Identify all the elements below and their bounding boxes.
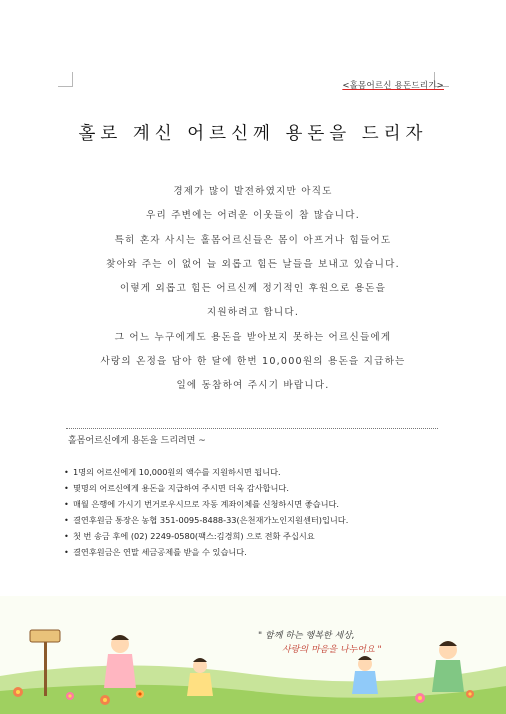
- signpost-pole: [44, 638, 47, 696]
- body-line: 일에 동참하여 주시기 바랍니다.: [176, 380, 330, 392]
- appeal-body: [60, 180, 446, 399]
- list-item: [64, 464, 464, 480]
- crop-mark-top-left: [58, 72, 73, 87]
- body-line: 사랑의 온정을 담아 한 달에 한번 10,000원의 용돈을 지급하는: [100, 356, 406, 368]
- document-tagline: [342, 79, 444, 91]
- body-line: 그 어느 누구에게도 용돈을 받아보지 못하는 어르신들에게: [114, 331, 392, 343]
- bullet-icon: •: [64, 483, 69, 494]
- list-item: [64, 496, 464, 512]
- list-item-text: 1명의 어르신에게 10,000원의 액수를 지원하시면 됩니다.: [73, 467, 281, 477]
- bullet-icon: •: [64, 515, 69, 526]
- footer-illustration: [0, 596, 506, 714]
- body-line: 지원하려고 합니다.: [206, 307, 300, 319]
- footer-quote-line1: " 함께 하는 행복한 세상,: [258, 631, 355, 641]
- list-item: [64, 544, 464, 560]
- footer-quote-line2: 사랑의 마음을 나누어요 ": [282, 645, 382, 655]
- list-item-text: 결연후원금 통장은 농협 351-0095-8488-33(은천재가노인지원센터)입니다.: [73, 515, 349, 526]
- bullet-icon: •: [64, 467, 69, 477]
- list-item-text: 몇명의 어르신에게 용돈을 지급하여 주시면 더욱 감사합니다.: [73, 483, 289, 494]
- body-line: 경제가 많이 발전하였지만 아직도: [173, 186, 333, 197]
- body-line: 우리 주변에는 어려운 이웃들이 참 많습니다.: [146, 210, 360, 222]
- list-item-text: 결연후원금은 연말 세금공제를 받을 수 있습니다.: [73, 547, 247, 558]
- list-item-text: 첫 번 송금 후에 (02) 2249-0580(팩스:김경희) 으로 전화 주십시요: [73, 531, 315, 542]
- instructions-list: [64, 464, 464, 561]
- list-item: [64, 528, 464, 544]
- list-item: [64, 480, 464, 496]
- document-title: 홀로 계신 어르신께 용돈을 드리자: [78, 124, 428, 144]
- body-line: 이렇게 외롭고 힘든 어르신께 정기적인 후원으로 용돈을: [119, 283, 387, 295]
- tagline-text: <홀몸어르신 용돈드리기>: [342, 81, 444, 91]
- bullet-icon: •: [64, 499, 69, 510]
- list-item: [64, 512, 464, 528]
- list-item-text: 매월 은행에 가시기 번거로우시므로 자동 계좌이체를 신청하시면 좋습니다.: [73, 499, 340, 510]
- signpost-board: [30, 630, 60, 642]
- bullet-icon: •: [64, 531, 69, 542]
- list-heading: 홀몸어르신에게 용돈을 드리려면 ~: [68, 436, 206, 446]
- section-divider: [66, 428, 438, 429]
- body-line: 특히 혼자 사시는 홀몸어르신들은 몸이 아프거나 힘들어도: [114, 234, 392, 246]
- body-line: 찾아와 주는 이 없어 늘 외롭고 힘든 날들을 보내고 있습니다.: [106, 258, 400, 270]
- bullet-icon: •: [64, 547, 69, 558]
